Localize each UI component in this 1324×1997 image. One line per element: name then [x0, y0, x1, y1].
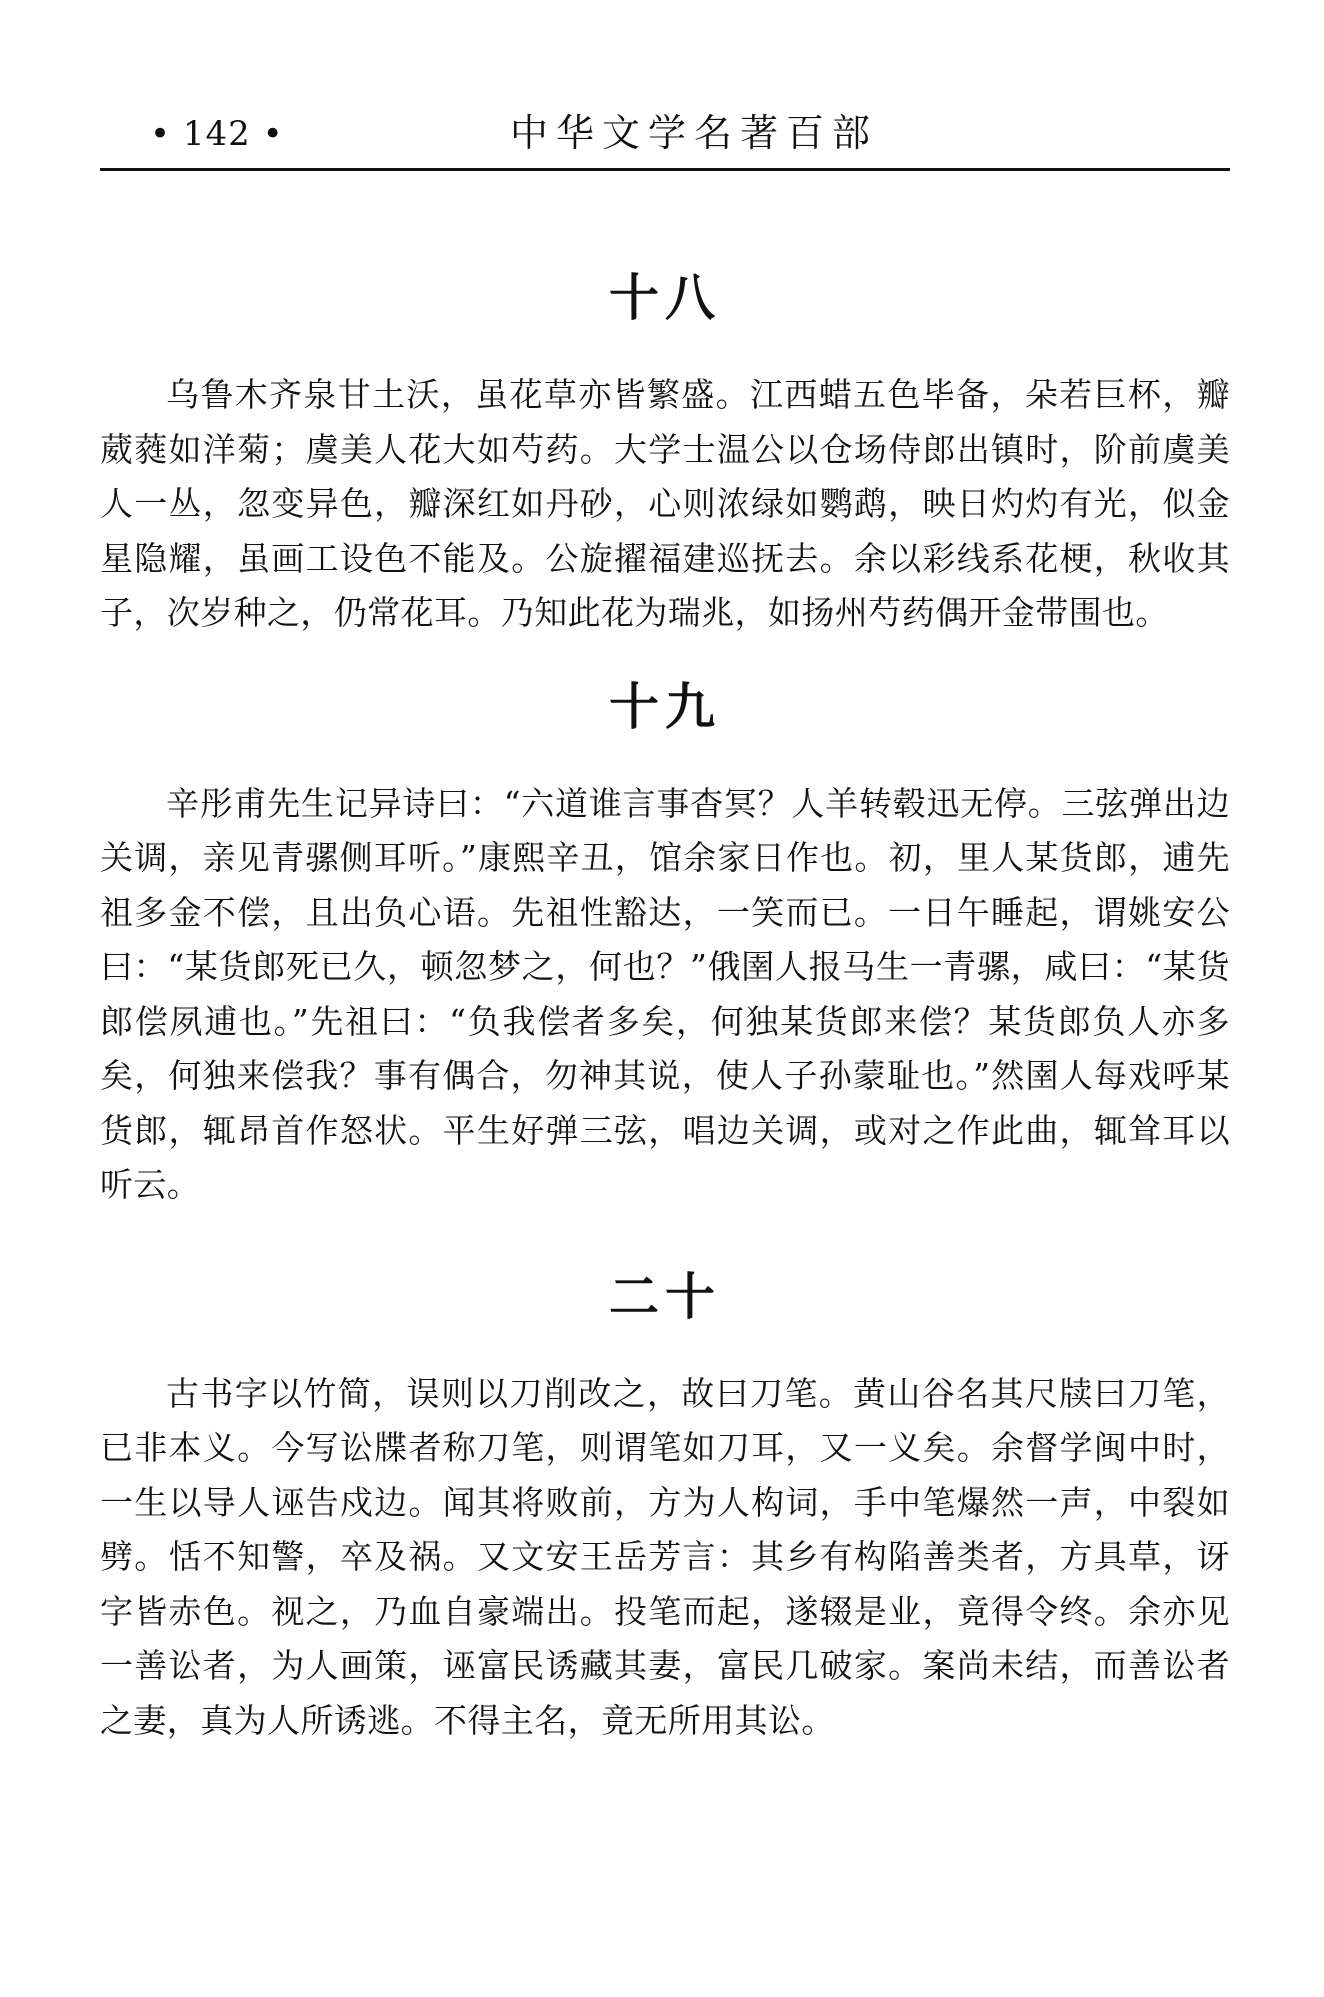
section-title: 十九: [609, 676, 721, 736]
section-19: [100, 677, 1230, 1213]
section-title: 十八: [609, 268, 721, 327]
section-18: [100, 268, 1230, 641]
section-paragraph: 古书字以竹简，误则以刀削改之，故曰刀笔。黄山谷名其尺牍曰刀笔，已非本义。今写讼牒者称刀笔，则谓笔如刀耳，又一义矣。余督学闽中时，一生以导人诬告戍边。闻其将败前，方为人构词，手中笔爆然一声，中裂如劈。恬不知警，卒及祸。又文安王岳芳言：其乡有构陷善类者，方具草，讶字皆赤色。视之，乃血自豪端出。投笔而起，遂辍是业，竟得令终。余亦见一善讼者，为人画策，诬富民诱藏其妻，富民几破家。案尚未结，而善讼者之妻，真为人所诱逃。不得主名，竟无所用其讼。: [100, 1373, 1230, 1740]
section-paragraph: 辛彤甫先生记异诗曰：“六道谁言事杳冥？人羊转毂迅无停。三弦弹出边关调，亲见青骡侧耳听。”康熙辛丑，馆余家日作也。初，里人某货郎，逋先祖多金不偿，且出负心语。先祖性豁达，一笑而已。一日午睡起，谓姚安公曰：“某货郎死已久，顿忽梦之，何也？”俄圉人报马生一青骡，咸曰：“某货郎偿夙逋也。”先祖曰：“负我偿者多矣，何独某货郎来偿？某货郎负人亦多矣，何独来偿我？事有偶合，勿神其说，使人子孙蒙耻也。”然圉人每戏呼某货郎，辄昂首作怒状。平生好弹三弦，唱边关调，或对之作此曲，辄耸耳以听云。: [100, 783, 1230, 1204]
page-content: [100, 268, 1230, 1748]
header-divider: [100, 168, 1230, 171]
page-number: • 142 •: [150, 114, 284, 154]
section-20: [100, 1267, 1230, 1749]
section-paragraph: 乌鲁木齐泉甘土沃，虽花草亦皆繁盛。江西蜡五色毕备，朵若巨杯，瓣葳蕤如洋菊；虞美人花大如芍药。大学士温公以仓场侍郎出镇时，阶前虞美人一丛，忽变异色，瓣深红如丹砂，心则浓绿如鹦鹉，映日灼灼有光，似金星隐耀，虽画工设色不能及。公旋擢福建巡抚去。余以彩线系花梗，秋收其子，次岁种之，仍常花耳。乃知此花为瑞兆，如扬州芍药偶开金带围也。: [100, 375, 1230, 632]
running-header: [100, 108, 1230, 170]
section-title: 二十: [609, 1266, 721, 1326]
book-title: 中华文学名著百部: [510, 111, 879, 155]
